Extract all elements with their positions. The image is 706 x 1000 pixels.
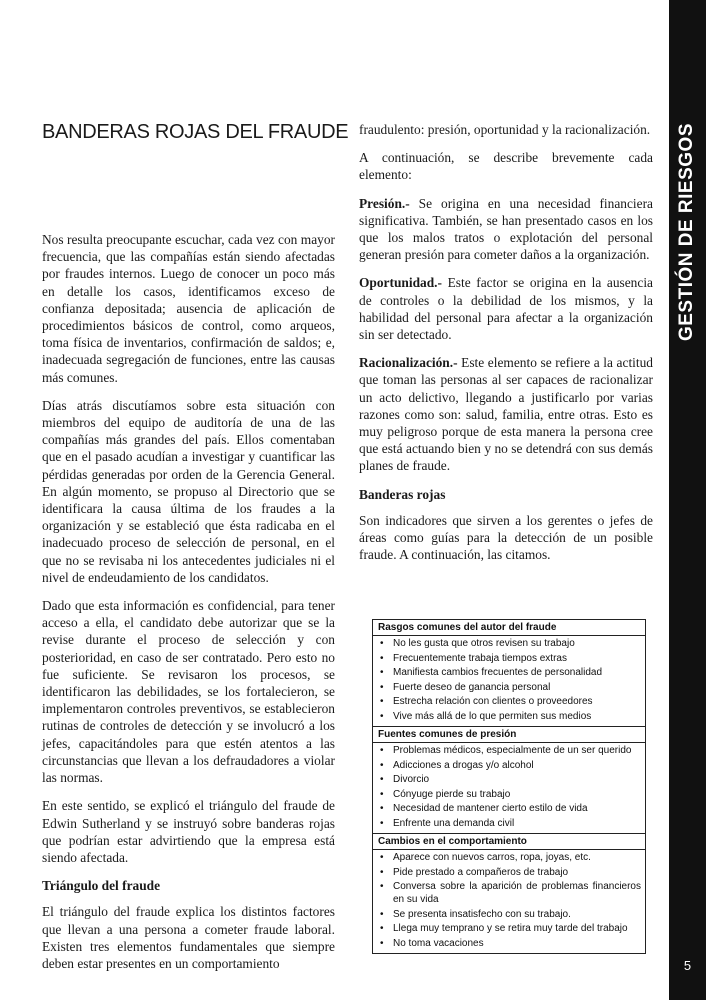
paragraph: Nos resulta preocupante escuchar, cada vez con mayor frecuencia, que las compañías están siendo afectadas por fraudes internos. Luego de conocer un poco más en detalle los casos, identificamos exceso de confianza depositada; ausencia de aplicación de procedimientos básicos de control, como arqueos, toma física de inventarios, confirmación de saldos; e, inadecuada segregación de funciones, entre las causas más comunes.: [42, 232, 335, 385]
list-item: • Adicciones a drogas y/o alcohol: [377, 759, 641, 772]
paragraph: Son indicadores que sirven a los gerentes o jefes de áreas como guías para la detección de un posible fraude. A continuación, las citamos.: [359, 512, 653, 563]
bullet-list: [373, 850, 645, 953]
subheading-triangulo: Triángulo del fraude: [42, 878, 161, 894]
list-item: • No les gusta que otros revisen su trabajo: [377, 637, 641, 650]
article-title: BANDERAS ROJAS DEL FRAUDE: [42, 121, 349, 143]
list-item: • Divorcio: [377, 773, 641, 786]
list-item: • Enfrente una demanda civil: [377, 817, 641, 830]
list-item: • Manifiesta cambios frecuentes de personalidad: [377, 666, 641, 679]
text-racionalizacion: Este elemento se refiere a la actitud que toman las personas al ser capaces de racionalizar un acto delictivo, llegando a justificarlo por varias razones como son: salud, familia, entre otras. Esto es muy peligroso porque de esta manera la persona cree que está actuando bien y no se detendrá con sus demás planes de fraude.: [359, 355, 653, 474]
list-item: • Problemas médicos, especialmente de un ser querido: [377, 744, 641, 757]
page-number: 5: [683, 958, 692, 973]
list-item: • Llega muy temprano y se retira muy tarde del trabajo: [377, 922, 641, 935]
term-racionalizacion: Racionalización.-: [359, 355, 458, 371]
paragraph-racionalizacion: [359, 354, 653, 474]
list-item: • Fuerte deseo de ganancia personal: [377, 681, 641, 694]
list-item: • Frecuentemente trabaja tiempos extras: [377, 652, 641, 665]
box-section-title: Fuentes comunes de presión: [373, 726, 645, 743]
term-oportunidad: Oportunidad.-: [359, 275, 442, 291]
list-item: • Vive más allá de lo que permiten sus medios: [377, 710, 641, 723]
paragraph-presion: [359, 195, 653, 264]
list-item: • No toma vacaciones: [377, 937, 641, 950]
bullet-list: [373, 743, 645, 833]
paragraph: El triángulo del fraude explica los distintos factores que llevan a una persona a cometer fraude laboral. Existen tres elementos fundamentales que siempre deben estar presentes en un comportamiento: [42, 904, 335, 971]
paragraph: Días atrás discutíamos sobre esta situación con miembros del equipo de auditoría de una de las compañías más grandes del país. Ellos comentaban que en el pasado acudían a investigar y cuantificar las pérdidas generadas por orden de la Gerencia General. En algún momento, se propuso al Directorio que se identificara la causa última de los fraudes a la organización y se estableció que ésta radicaba en el inadecuado proceso de selección de personal, en el que no se revisaba ni los antecedentes judiciales ni el nivel de endeudamiento de los candidatos.: [42, 397, 335, 585]
box-section: [373, 726, 645, 833]
list-item: • Cónyuge pierde su trabajo: [377, 788, 641, 801]
subheading-banderas: Banderas rojas: [359, 486, 446, 502]
list-item: • Estrecha relación con clientes o proveedores: [377, 695, 641, 708]
right-column: [359, 121, 653, 574]
paragraph: Dado que esta información es confidencial, para tener acceso a ella, el candidato debe autorizar que se la revise durante el proceso de selección y con posterioridad, en caso de ser contratado. Pero esto no fue suficiente. Se revisaron los procesos, se identificaron las debilidades, se los fortalecieron, se implementaron controles preventivos, se establecieron rutinas de controles de detección y se involucró a los jefes, capacitándoles para que estén atentos a las circunstancias que llevan a los defraudadores a violar las normas.: [42, 598, 335, 786]
list-item: • Conversa sobre la aparición de problemas financieros en su vida: [377, 880, 641, 906]
list-item: • Aparece con nuevos carros, ropa, joyas, etc.: [377, 851, 641, 864]
box-section: [373, 833, 645, 953]
box-section: [373, 620, 645, 726]
text-oportunidad: Este factor se origina en la ausencia de controles o la debilidad de los mismos, y la habilidad del personal para afectar a la organización sin ser detectado.: [359, 275, 653, 343]
box-section-title: Cambios en el comportamiento: [373, 833, 645, 850]
box-section-title: Rasgos comunes del autor del fraude: [373, 620, 645, 636]
text-presion: Se origina en una necesidad financiera significativa. También, se han presentado casos en los que los malos tratos o explotación del personal generan presión para cometer daños a la organización.: [359, 195, 653, 263]
list-item: • Necesidad de mantener cierto estilo de vida: [377, 802, 641, 815]
red-flags-box: [372, 619, 646, 954]
paragraph-oportunidad: [359, 274, 653, 343]
paragraph: fraudulento: presión, oportunidad y la racionalización.: [359, 122, 651, 137]
left-column: [42, 231, 335, 983]
list-item: • Se presenta insatisfecho con su trabajo.: [377, 908, 641, 921]
list-item: • Pide prestado a compañeros de trabajo: [377, 866, 641, 879]
term-presion: Presión.-: [359, 195, 410, 211]
section-label: GESTIÓN DE RIESGOS: [676, 122, 697, 342]
paragraph: En este sentido, se explicó el triángulo del fraude de Edwin Sutherland y se instruyó sobre banderas rojas que podrían estar advirtiendo que la empresa está siendo afectada.: [42, 798, 335, 865]
bullet-list: [373, 636, 645, 726]
paragraph: A continuación, se describe brevemente cada elemento:: [359, 150, 653, 183]
